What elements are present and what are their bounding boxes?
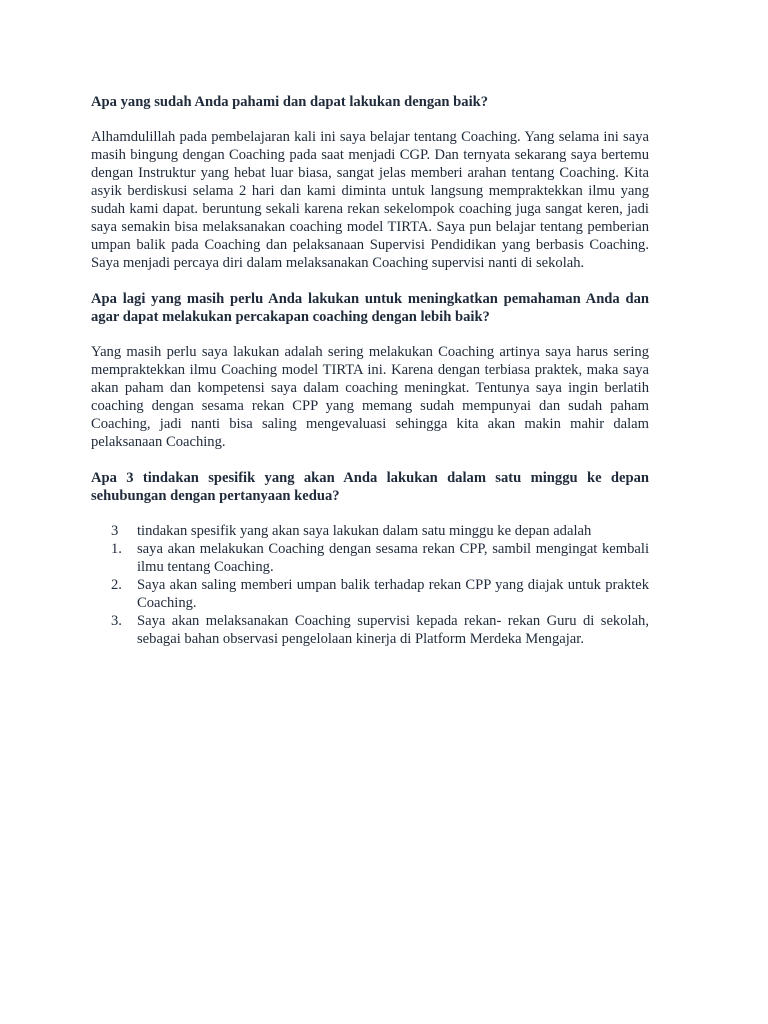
list-item — [91, 522, 649, 540]
list-marker: 3 — [111, 523, 119, 539]
question-3-heading: Apa 3 tindakan spesifik yang akan Anda lakukan dalam satu minggu ke depan sehubungan dengan pertanyaan kedua? — [91, 470, 649, 504]
list-item — [91, 576, 649, 612]
list-item-text: Saya akan saling memberi umpan balik terhadap rekan CPP yang diajak untuk praktek Coaching. — [137, 577, 649, 611]
list-item-text: saya akan melakukan Coaching dengan sesama rekan CPP, sambil mengingat kembali ilmu tentang Coaching. — [137, 541, 649, 575]
list-item-text: Saya akan melaksanakan Coaching supervisi kepada rekan- rekan Guru di sekolah, sebagai bahan observasi pengelolaan kinerja di Platform Merdeka Mengajar. — [137, 613, 649, 647]
document-body — [91, 93, 649, 648]
list-marker: 2. — [111, 577, 122, 593]
list-item — [91, 540, 649, 576]
list-item-text: tindakan spesifik yang akan saya lakukan dalam satu minggu ke depan adalah — [137, 523, 592, 539]
action-list — [91, 522, 649, 648]
list-marker: 1. — [111, 541, 122, 557]
list-item — [91, 612, 649, 648]
answer-1-paragraph: Alhamdulillah pada pembelajaran kali ini saya belajar tentang Coaching. Yang selama ini saya masih bingung dengan Coaching pada saat menjadi CGP. Dan ternyata sekarang saya bertemu dengan Instruktur yang hebat luar biasa, sangat jelas memberi arahan tentang Coaching. Kita asyik berdiskusi selama 2 hari dan kami diminta untuk langsung mempraktekkan ilmu yang sudah kami dapat. beruntung sekali karena rekan sekelompok coaching juga sangat keren, jadi saya semakin bisa melaksanakan coaching model TIRTA. Saya pun belajar tentang pemberian umpan balik pada Coaching dan pelaksanaan Supervisi Pendidikan yang berbasis Coaching. Saya menjadi percaya diri dalam melaksanakan Coaching supervisi nanti di sekolah. — [91, 129, 649, 271]
list-marker: 3. — [111, 613, 122, 629]
answer-2-paragraph: Yang masih perlu saya lakukan adalah sering melakukan Coaching artinya saya harus sering mempraktekkan ilmu Coaching model TIRTA ini. Karena dengan terbiasa praktek, maka saya akan paham dan kompetensi saya dalam coaching meningkat. Tentunya saya ingin berlatih coaching dengan sesama rekan CPP yang memang sudah mempunyai dan sudah paham Coaching, jadi nanti bisa saling mengevaluasi sehingga kita akan makin mahir dalam pelaksanaan Coaching. — [91, 344, 649, 450]
question-1-heading: Apa yang sudah Anda pahami dan dapat lakukan dengan baik? — [91, 94, 489, 110]
question-2-heading: Apa lagi yang masih perlu Anda lakukan untuk meningkatkan pemahaman Anda dan agar dapat melakukan percakapan coaching dengan lebih baik? — [91, 291, 649, 325]
